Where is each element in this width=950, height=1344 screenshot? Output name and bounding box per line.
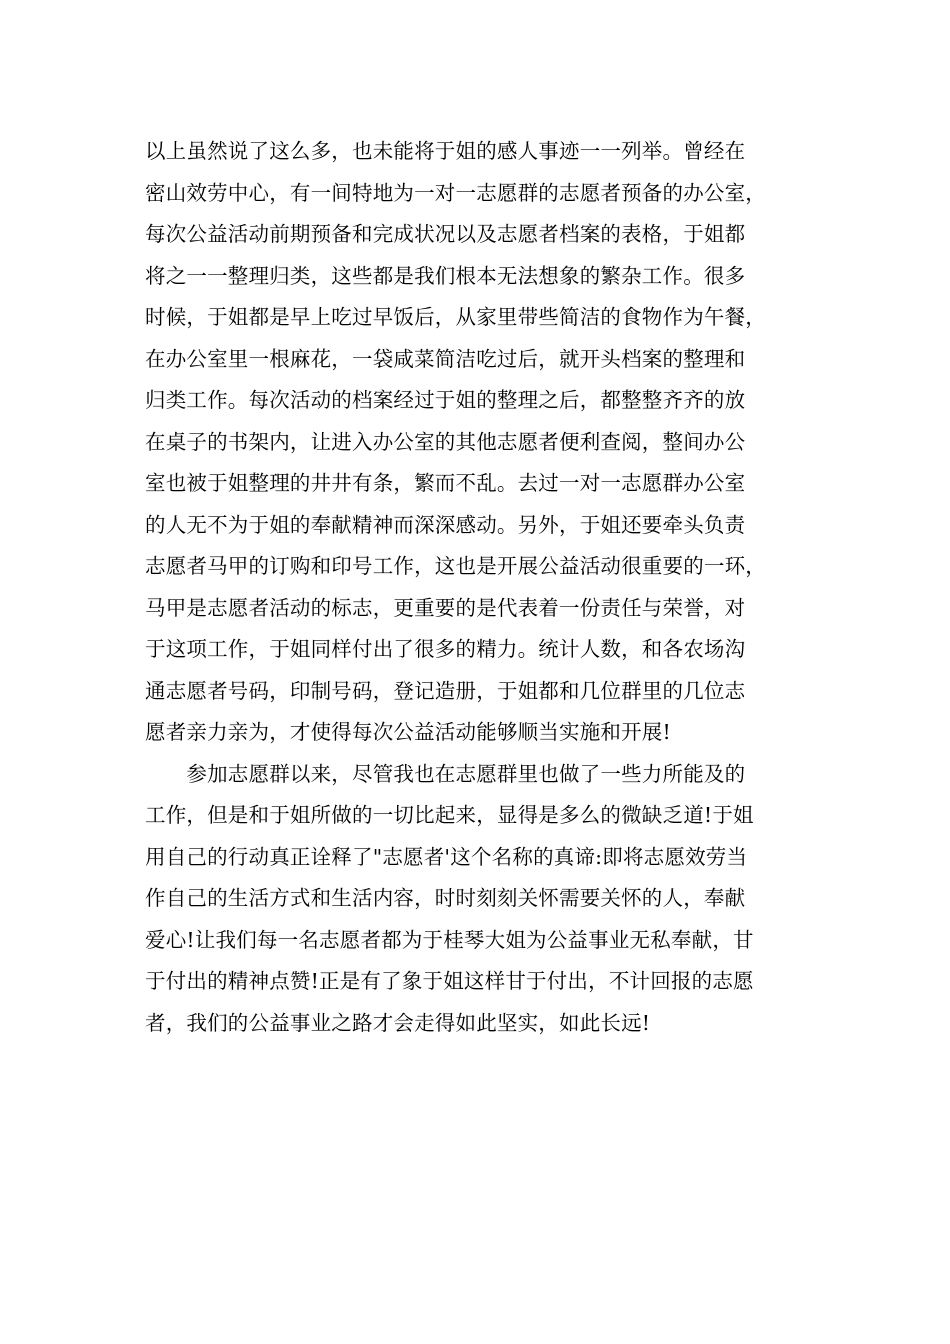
text-line: 密山效劳中心，有一间特地为一对一志愿群的志愿者预备的办公室，	[145, 180, 766, 205]
text-line: 于这项工作，于姐同样付出了很多的精力。统计人数，和各农场沟	[145, 637, 746, 661]
body-text	[145, 131, 815, 1044]
text-line: 将之一一整理归类，这些都是我们根本无法想象的繁杂工作。很多	[145, 263, 746, 288]
text-line: 马甲是志愿者活动的标志，更重要的是代表着一份责任与荣誉，对	[145, 595, 746, 620]
text-line: 归类工作。每次活动的档案经过于姐的整理之后，都整整齐齐的放	[145, 388, 746, 412]
text-line: 爱心!让我们每一名志愿者都为于桂琴大姐为公益事业无私奉献，甘	[145, 927, 754, 952]
text-line: 室也被于姐整理的井井有条，繁而不乱。去过一对一志愿群办公室	[145, 471, 746, 495]
text-line: 工作，但是和于姐所做的一切比起来，显得是多么的微缺乏道!于姐	[145, 803, 754, 827]
text-line: 于付出的精神点赞!正是有了象于姐这样甘于付出，不计回报的志愿	[145, 969, 754, 993]
text-line: 时候，于姐都是早上吃过早饭后，从家里带些简洁的食物作为午餐，	[145, 305, 766, 329]
text-line: 愿者亲力亲为，才使得每次公益活动能够顺当实施和开展!	[145, 720, 671, 744]
text-line: 者，我们的公益事业之路才会走得如此坚实，如此长远!	[145, 1010, 651, 1035]
text-line: 通志愿者号码，印制号码，登记造册，于姐都和几位群里的几位志	[145, 678, 746, 703]
text-line: 参加志愿群以来，尽管我也在志愿群里也做了一些力所能及的	[145, 761, 746, 786]
text-line: 在办公室里一根麻花，一袋咸菜简洁吃过后，就开头档案的整理和	[145, 346, 746, 371]
text-line: 用自己的行动真正诠释了"志愿者'这个名称的真谛:即将志愿效劳当	[145, 844, 748, 869]
text-line: 以上虽然说了这么多，也未能将于姐的感人事迹一一列举。曾经在	[145, 139, 746, 163]
text-line: 志愿者马甲的订购和印号工作，这也是开展公益活动很重要的一环，	[145, 554, 766, 578]
text-line: 每次公益活动前期预备和完成状况以及志愿者档案的表格，于姐都	[145, 222, 746, 246]
text-line: 在桌子的书架内，让进入办公室的其他志愿者便利查阅，整间办公	[145, 429, 746, 454]
text-line: 的人无不为于姐的奉献精神而深深感动。另外，于姐还要牵头负责	[145, 512, 746, 537]
text-line: 作自己的生活方式和生活内容，时时刻刻关怀需要关怀的人，奉献	[145, 886, 746, 910]
